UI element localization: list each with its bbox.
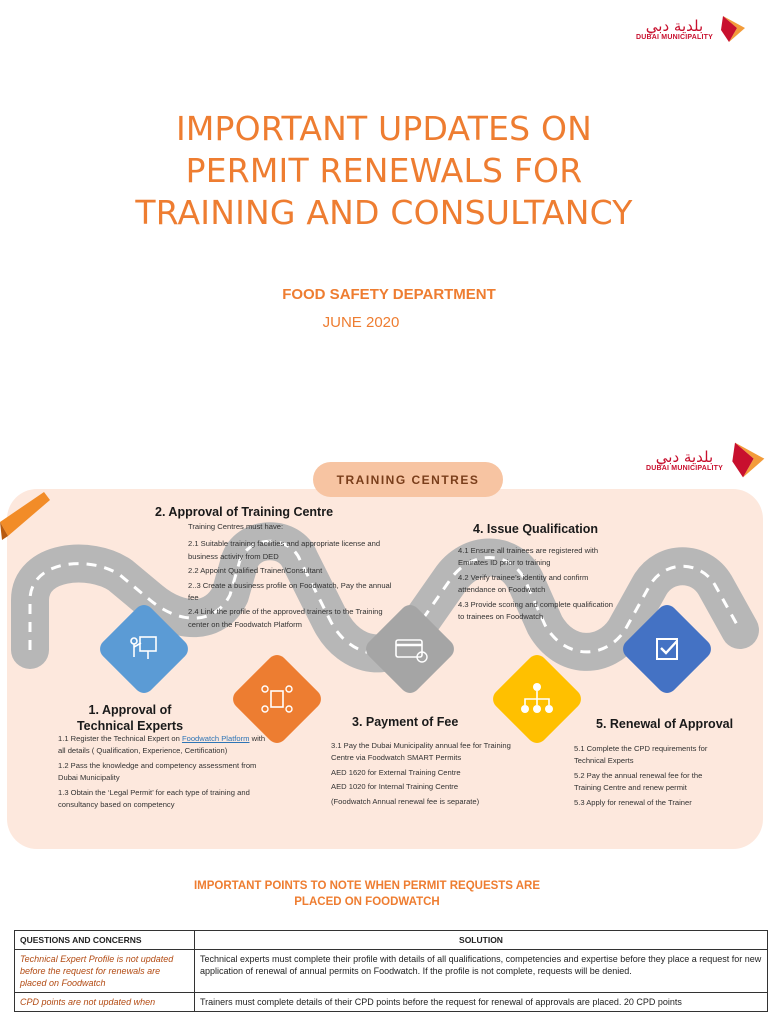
- department-name: FOOD SAFETY DEPARTMENT: [282, 286, 496, 303]
- step1-item-2: 1.2 Pass the knowledge and competency assessment from Dubai Municipality: [58, 760, 257, 783]
- important-points-title: [0, 878, 734, 910]
- step1-heading: [60, 702, 200, 734]
- step5-item-1: 5.1 Complete the CPD requirements for Technical Experts: [574, 744, 708, 766]
- step4-item-1: 4.1 Ensure all trainees are registered with Emirates ID prior to training: [458, 546, 599, 568]
- hierarchy-icon: [517, 679, 557, 719]
- logo-arabic-text: بلدية دبي: [655, 447, 714, 466]
- payment-card-icon: [390, 629, 430, 669]
- step2-item-1: 2.1 Suitable training facilities and appropriate license and business activity from DED: [188, 539, 381, 561]
- logo-english-text: DUBAI MUNICIPALITY: [636, 33, 713, 41]
- step2-heading: 2. Approval of Training Centre: [155, 505, 334, 519]
- title-line-3: TRAINING AND CONSULTANCY: [135, 193, 633, 232]
- foodwatch-platform-link[interactable]: Foodwatch Platform: [181, 734, 250, 743]
- people-document-icon: [257, 679, 297, 719]
- logo-arabic-text: بلدية دبي: [645, 16, 704, 35]
- step5-item-2: 5.2 Pay the annual renewal fee for the Training Centre and renew permit: [574, 770, 703, 793]
- table-row: [15, 950, 768, 993]
- table-row: [15, 993, 768, 1012]
- step5-text: [574, 743, 726, 811]
- step1-item-3: 1.3 Obtain the ‘Legal Permit’ for each type of training and consultancy based on competency: [58, 787, 250, 810]
- important-points-title-line-1: IMPORTANT POINTS TO NOTE WHEN PERMIT REQUESTS ARE: [193, 880, 541, 892]
- step3-text: [331, 740, 521, 810]
- step3-item-2: AED 1620 for External Training Centre: [331, 767, 461, 777]
- step2-item-3: 2..3 Create a business profile on Foodwatch, Pay the annual fee: [188, 580, 392, 603]
- important-points-title-line-2: PLACED ON FOODWATCH: [294, 896, 440, 908]
- step4-item-2: 4.2 Verify trainee’s identity and confirm attendance on Foodwatch: [458, 572, 589, 595]
- step1-heading-line-1: 1. Approval of: [88, 703, 172, 717]
- step3-item-4: (Foodwatch Annual renewal fee is separate): [331, 796, 480, 806]
- title-line-2: PERMIT RENEWALS FOR: [185, 151, 583, 190]
- step2-intro: Training Centres must have:: [188, 522, 284, 531]
- questions-solutions-table: [14, 930, 768, 1012]
- step5-item-3: 5.3 Apply for renewal of the Trainer: [574, 797, 692, 807]
- presentation-icon: [124, 629, 164, 669]
- table-cell-question: CPD points are not updated when: [15, 993, 195, 1012]
- step3-heading: 3. Payment of Fee: [352, 715, 459, 729]
- step2-item-4: 2.4 Link the profile of the approved trainers to the Training center on the Foodwatch Platform: [188, 607, 383, 629]
- step1-item-1-suffix: with all details ( Qualification, Experience, Certification): [58, 734, 266, 756]
- table-header-solution: SOLUTION: [195, 931, 768, 950]
- step1-item-1: [58, 733, 270, 758]
- step4-text: [458, 545, 618, 625]
- table-cell-question: Technical Expert Profile is not updated before the request for renewals are placed on Foodwatch: [15, 950, 195, 993]
- table-cell-solution: Technical experts must complete their profile with details of all qualifications, competencies and expertise before they place a request for new application of renewal of annual permits on Foodwatch. If the profile is not complete, requests will be denied.: [195, 950, 768, 993]
- step5-heading: 5. Renewal of Approval: [596, 717, 734, 731]
- step1-item-1-prefix: 1.1 Register the Technical Expert on: [58, 734, 182, 743]
- step4-item-3: 4.3 Provide scoring and complete qualification to trainees on Foodwatch: [458, 599, 613, 622]
- step3-item-3: AED 1020 for Internal Training Centre: [331, 782, 459, 792]
- step4-heading: 4. Issue Qualification: [473, 522, 599, 536]
- step2-item-2: 2.2 Appoint Qualified Trainer/Consultant: [188, 566, 323, 576]
- publication-date: JUNE 2020: [322, 314, 400, 331]
- checkbox-icon: [647, 629, 687, 669]
- step2-text: [188, 521, 400, 633]
- step1-text: [58, 733, 270, 813]
- table-header-row: [15, 931, 768, 950]
- table-cell-solution: Trainers must complete details of their CPD points before the request for renewal of approvals are placed. 20 CPD points: [195, 993, 768, 1012]
- step3-item-1: 3.1 Pay the Dubai Municipality annual fee for Training Centre via Foodwatch SMART Permits: [331, 741, 511, 763]
- title-line-1: IMPORTANT UPDATES ON: [175, 109, 593, 148]
- section-pill-training-centres: TRAINING CENTRES: [313, 462, 503, 497]
- table-header-questions: QUESTIONS AND CONCERNS: [15, 931, 195, 950]
- step1-heading-line-2: Technical Experts: [76, 719, 184, 733]
- logo-english-text: DUBAI MUNICIPALITY: [646, 464, 723, 472]
